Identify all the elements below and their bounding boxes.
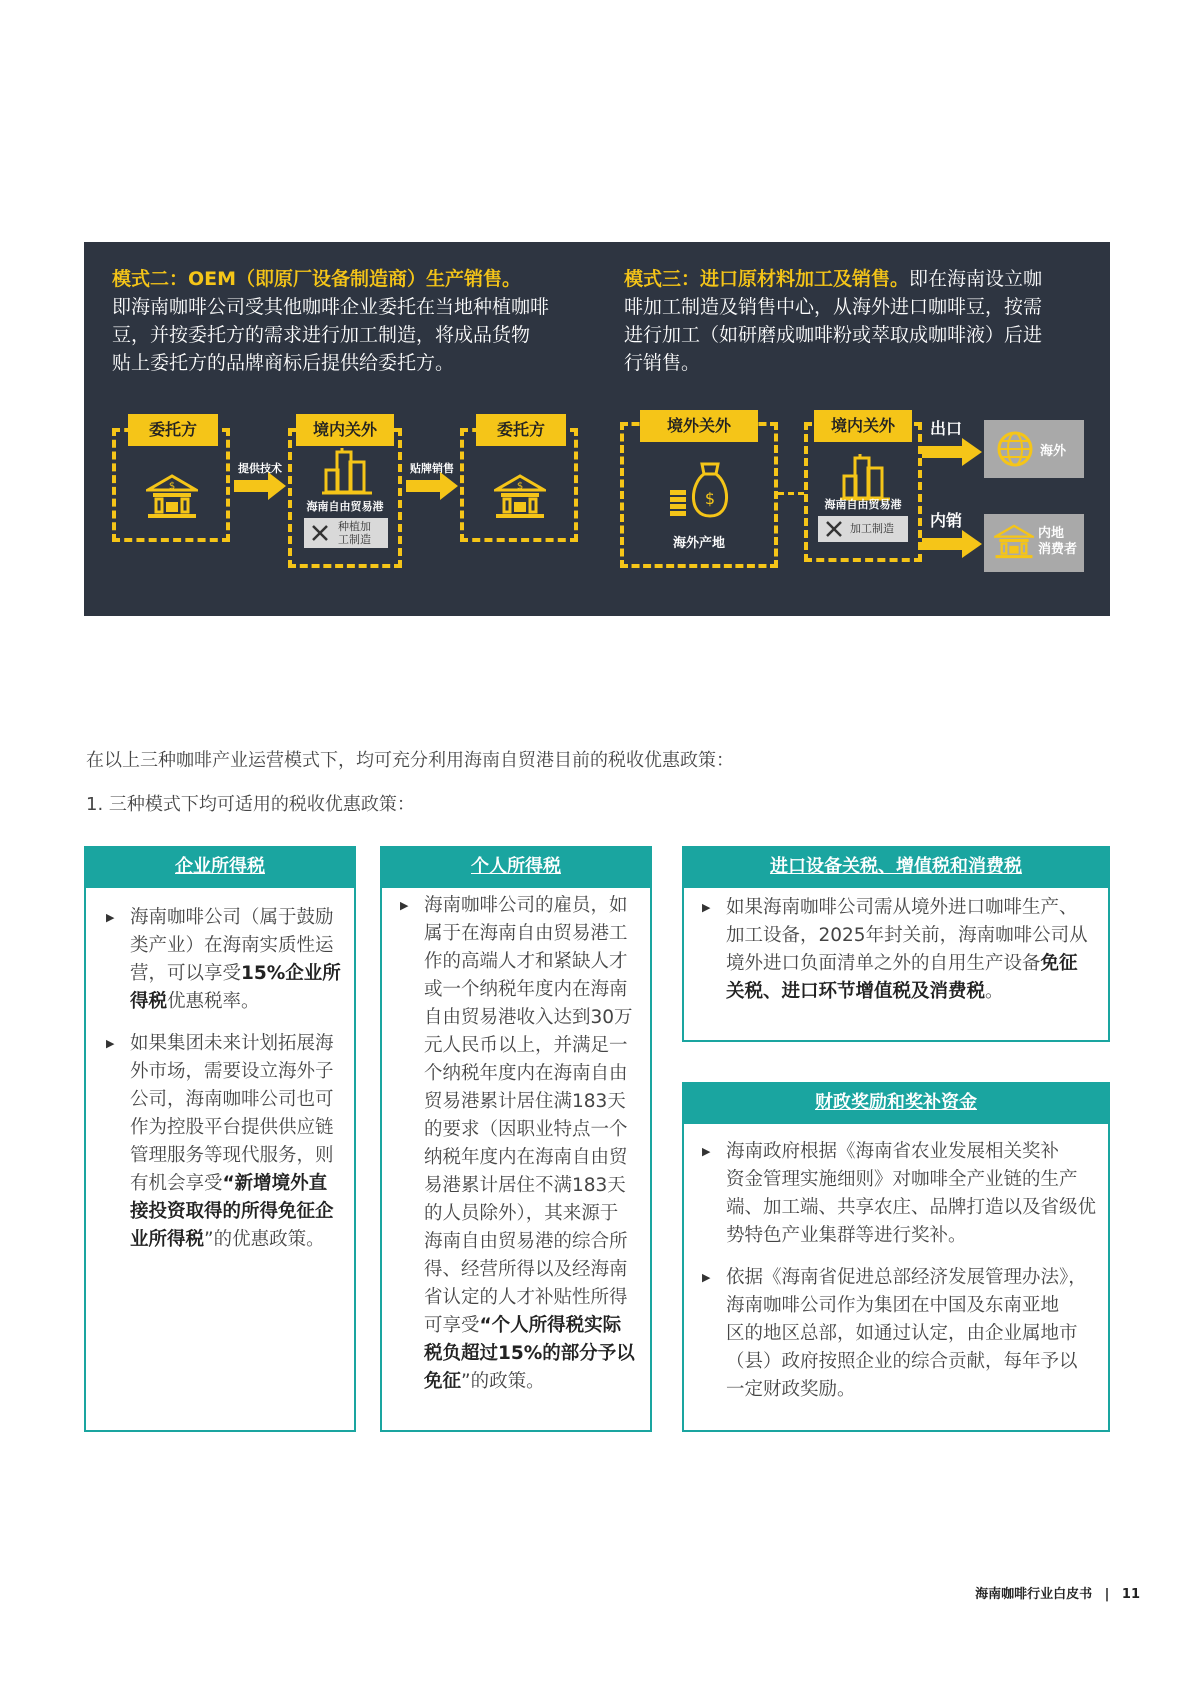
mode2-line: 贴上委托方的品牌商标后提供给委托方。 [112, 352, 455, 374]
buildings-icon [840, 452, 890, 502]
text-line: 势特色产业集群等进行奖补。 [726, 1225, 967, 1246]
right-arrow-icon [922, 530, 982, 558]
bullet-item [106, 1030, 346, 1254]
text-line: 海南咖啡公司的雇员，如 [424, 895, 628, 916]
text-line: 区的地区总部，如通过认定，由企业属地市 [726, 1323, 1078, 1344]
bullet-item [702, 894, 1106, 1006]
text-line: 如果海南咖啡公司需从境外进口咖啡生产、 [726, 897, 1078, 918]
dest-line: 内地 [1038, 526, 1065, 541]
text-line: ”的优惠政策。 [204, 1229, 325, 1250]
bullet-arrow-icon: ▶ [702, 1145, 711, 1158]
tools-icon [310, 523, 330, 543]
text-line: 外市场，需要设立海外子 [130, 1061, 334, 1082]
text-line: 公司，海南咖啡公司也可 [130, 1089, 334, 1110]
mode3-title: 模式三：进口原材料加工及销售。 [624, 268, 910, 290]
text-line: 海南咖啡公司（属于鼓励 [130, 907, 334, 928]
text-line: 的人员除外），其来源于 [424, 1203, 619, 1224]
bold-text: 关税、进口环节增值税及消费税 [726, 981, 986, 1002]
bold-text: 免征 [1040, 953, 1078, 974]
bullet-item [702, 1138, 1106, 1250]
right-arrow-icon [406, 472, 458, 500]
svg-text:$: $ [704, 489, 716, 508]
text-line: 的要求（因职业特点一个 [424, 1119, 628, 1140]
text-line: 纳税年度内在海南自由贸 [424, 1147, 628, 1168]
bold-text: “个人所得税实际 [479, 1315, 622, 1336]
text-line: 贸易港累计居住满183天 [424, 1091, 626, 1112]
mode3-text [624, 264, 1094, 377]
mode2-title: 模式二：OEM（即原厂设备制造商）生产销售。 [112, 268, 522, 290]
text-line: 资金管理实施细则》对咖啡全产业链的生产 [726, 1169, 1078, 1190]
text-line: 作的高端人才和紧缺人才 [424, 951, 628, 972]
connector-line [778, 492, 804, 495]
buildings-icon [322, 446, 372, 496]
text-line: 营，可以享受 [130, 963, 242, 984]
personal-tax-body [400, 892, 650, 1410]
text-line: 有机会享受 [130, 1173, 223, 1194]
text-line: 优惠税率。 [167, 991, 260, 1012]
corporate-tax-title: 企业所得税 [84, 846, 356, 888]
globe-icon [996, 430, 1034, 468]
arrow1-label: 提供技术 [238, 462, 282, 475]
bullet-arrow-icon: ▶ [106, 1037, 115, 1050]
mode3-line: 啡加工制造及销售中心，从海外进口咖啡豆，按需 [624, 296, 1043, 318]
domestic-offshore-tag: 境内关外 [296, 414, 394, 446]
intro-paragraph: 在以上三种咖啡产业运营模式下，均可充分利用海南自贸港目前的税收优惠政策： [86, 750, 734, 771]
bullet-arrow-icon: ▶ [702, 901, 711, 914]
mode2-line: 即海南咖啡公司受其他咖啡企业委托在当地种植咖啡 [112, 296, 550, 318]
text-line: 海南咖啡公司作为集团在中国及东南亚地 [726, 1295, 1060, 1316]
text-line: 得、经营所得以及经海南 [424, 1259, 628, 1280]
text-line: 作为控股平台提供供应链 [130, 1117, 334, 1138]
text-line: 属于在海南自由贸易港工 [424, 923, 628, 944]
text-line: 端、加工端、共享农庄、品牌打造以及省级优 [726, 1197, 1097, 1218]
sublabel-line: 加工制造 [850, 522, 894, 535]
tools-icon [824, 519, 844, 539]
arrow2-label: 贴牌销售 [410, 462, 454, 475]
text-line: 境外进口负面清单之外的自用生产设备 [726, 953, 1041, 974]
page-number: 11 [1121, 1587, 1140, 1602]
text-line: （县）政府按照企业的综合贡献，每年予以 [726, 1351, 1078, 1372]
sublabel-line: 种植加 [338, 520, 371, 533]
text-line: 如果集团未来计划拓展海 [130, 1033, 334, 1054]
mode-diagram-panel [84, 242, 1110, 616]
text-line: ”的政策。 [461, 1371, 545, 1392]
page-footer [975, 1583, 1140, 1602]
bold-text: 接投资取得的所得免征企 [130, 1201, 334, 1222]
domestic-sales-label: 内销 [930, 511, 963, 530]
bullet-item [106, 904, 346, 1016]
right-arrow-icon [234, 472, 286, 500]
personal-tax-title: 个人所得税 [380, 846, 652, 888]
bold-text: 免征 [424, 1371, 462, 1392]
mode3-line: 进行加工（如研磨成咖啡粉或萃取成咖啡液）后进 [624, 324, 1043, 346]
planting-processing-label [304, 518, 388, 548]
mode2-text [112, 264, 582, 377]
bold-text: “新增境外直 [222, 1173, 328, 1194]
mode2-line: 豆，并按委托方的需求进行加工制造，将成品货物 [112, 324, 531, 346]
bank-icon [494, 474, 546, 520]
text-line: 海南自由贸易港的综合所 [424, 1231, 628, 1252]
text-line: 类产业）在海南实质性运 [130, 935, 334, 956]
fiscal-reward-title: 财政奖励和奖补资金 [682, 1082, 1110, 1124]
text-line: 管理服务等现代服务，则 [130, 1145, 334, 1166]
mainland-consumer-label [1038, 526, 1077, 558]
text-line: 易港累计居住不满183天 [424, 1175, 626, 1196]
footer-separator: | [1104, 1587, 1110, 1602]
text-line: 。 [985, 981, 1004, 1002]
text-line: 加工设备，2025年封关前，海南咖啡公司从 [726, 925, 1088, 946]
money-bag-icon [668, 460, 732, 518]
overseas-origin-caption: 海外产地 [672, 536, 725, 551]
bullet-item [702, 1264, 1106, 1404]
bold-text: 业所得税 [130, 1229, 205, 1250]
svg-text:$: $ [516, 481, 524, 492]
import-tax-body [702, 894, 1106, 1020]
bold-text: 15%企业所 [241, 963, 341, 984]
overseas-destination [984, 420, 1084, 478]
right-arrow-icon [922, 438, 982, 466]
sublabel-line: 工制造 [338, 533, 371, 546]
text-line: 海南政府根据《海南省农业发展相关奖补 [726, 1141, 1060, 1162]
hainan-ftp-caption-mode3: 海南自由贸易港 [824, 498, 902, 511]
dest-line: 消费者 [1038, 542, 1078, 557]
bullet-item [400, 892, 650, 1396]
client-tag-2: 委托方 [476, 414, 566, 446]
text-line: 依据《海南省促进总部经济发展管理办法》， [726, 1267, 1087, 1288]
text-line: 元人民币以上，并满足一 [424, 1035, 628, 1056]
export-label: 出口 [930, 419, 963, 438]
bullet-arrow-icon: ▶ [400, 899, 409, 912]
overseas-destination-label: 海外 [1040, 444, 1067, 459]
text-line: 自由贸易港收入达到30万 [424, 1007, 633, 1028]
bank-icon [146, 474, 198, 520]
fiscal-reward-body [702, 1138, 1106, 1418]
processing-label [818, 516, 908, 542]
bullet-arrow-icon: ▶ [702, 1271, 711, 1284]
bold-text: 税负超过15%的部分予以 [424, 1343, 635, 1364]
footer-title: 海南咖啡行业白皮书 [975, 1587, 1093, 1602]
text-line: 或一个纳税年度内在海南 [424, 979, 628, 1000]
bullet-arrow-icon: ▶ [106, 911, 115, 924]
text-line: 一定财政奖励。 [726, 1379, 856, 1400]
text-line: 省认定的人才补贴性所得 [424, 1287, 628, 1308]
text-line: 个纳税年度内在海南自由 [424, 1063, 628, 1084]
corporate-tax-body [106, 904, 346, 1268]
section-subheading: 1. 三种模式下均可适用的税收优惠政策： [86, 794, 415, 815]
mode3-line: 行销售。 [624, 352, 701, 374]
overseas-tag: 境外关外 [640, 410, 758, 442]
text-line: 可享受 [424, 1315, 480, 1336]
client-tag-1: 委托方 [128, 414, 218, 446]
bank-icon [994, 524, 1034, 560]
mode3-title-tail: 即在海南设立咖 [909, 268, 1043, 290]
hainan-ftp-caption: 海南自由贸易港 [306, 500, 384, 513]
bold-text: 得税 [130, 991, 168, 1012]
svg-text:$: $ [168, 481, 176, 492]
import-tax-title: 进口设备关税、增值税和消费税 [682, 846, 1110, 888]
mainland-consumer-destination [984, 514, 1084, 572]
domestic-offshore-tag-mode3: 境内关外 [814, 410, 912, 442]
